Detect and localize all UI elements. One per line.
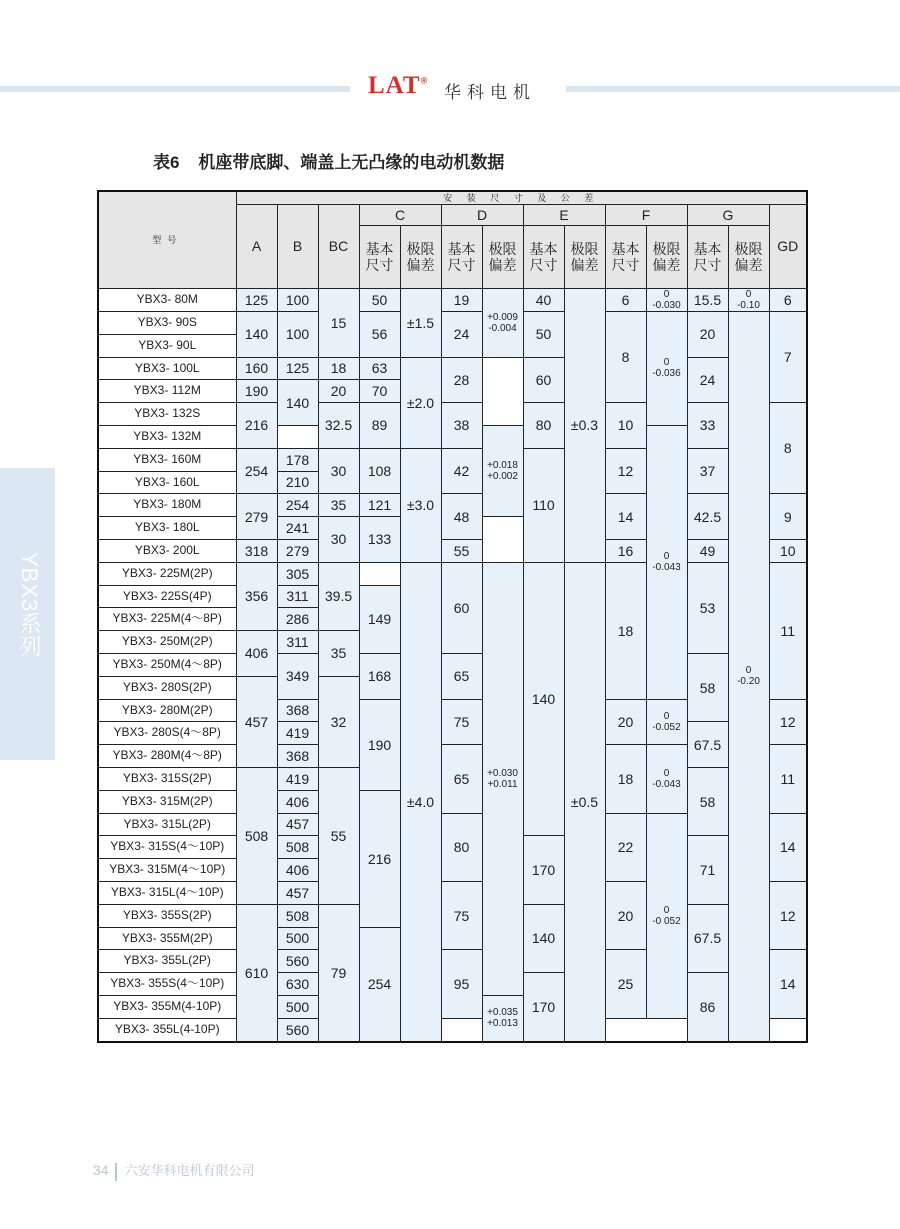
value-cell-a: 254 xyxy=(236,448,277,494)
header-rule-left xyxy=(0,86,350,92)
header-GD: GD xyxy=(769,205,807,289)
value-cell-e: 170 xyxy=(523,836,564,904)
value-cell-d: 24 xyxy=(441,312,482,358)
header-F-tol: 极限偏差 xyxy=(646,226,687,289)
value-cell-e: 40 xyxy=(523,289,564,312)
model-cell: YBX3- 132M xyxy=(98,425,236,448)
tolerance-lower: -0 052 xyxy=(652,915,681,927)
value-cell-c: 149 xyxy=(359,585,400,653)
value-cell-g: 24 xyxy=(687,357,728,403)
value-cell-g: 67.5 xyxy=(687,904,728,972)
tolerance-upper: +0.035 xyxy=(487,1007,518,1019)
header-D-basic: 基本尺寸 xyxy=(441,226,482,289)
value-cell-d: 38 xyxy=(441,403,482,449)
value-cell-d: 65 xyxy=(441,745,482,813)
value-cell-c: 89 xyxy=(359,403,400,449)
tolerance-cell xyxy=(482,995,523,1041)
value-cell-c: 133 xyxy=(359,517,400,563)
value-cell-f: 16 xyxy=(605,539,646,562)
model-header: 型号 xyxy=(98,191,236,289)
value-cell-b: 508 xyxy=(277,904,318,927)
blank-cell xyxy=(277,425,318,448)
model-cell: YBX3- 355M(2P) xyxy=(98,927,236,950)
value-cell-gd: 8 xyxy=(769,403,807,494)
blank-cell xyxy=(482,517,523,563)
value-cell-f: 18 xyxy=(605,745,646,813)
value-cell-d: 75 xyxy=(441,881,482,949)
value-cell-b: 406 xyxy=(277,859,318,882)
model-cell: YBX3- 280S(4～8P) xyxy=(98,722,236,745)
value-cell-bc: 20 xyxy=(318,380,359,403)
tolerance-lower: +0.002 xyxy=(487,471,518,483)
value-cell-g: 53 xyxy=(687,562,728,653)
model-cell: YBX3- 180M xyxy=(98,494,236,517)
value-cell-f: 18 xyxy=(605,562,646,699)
value-cell-bc: 15 xyxy=(318,289,359,358)
value-cell-g: 86 xyxy=(687,973,728,1042)
value-cell-gd: 14 xyxy=(769,950,807,1018)
value-cell-d: 80 xyxy=(441,813,482,881)
footer xyxy=(93,1160,255,1181)
value-cell-b: 368 xyxy=(277,745,318,768)
model-cell: YBX3- 315S(4～10P) xyxy=(98,836,236,859)
tolerance-cell xyxy=(646,289,687,312)
tolerance-upper: +0.018 xyxy=(487,460,518,472)
value-cell-ct: ±4.0 xyxy=(400,562,441,1041)
value-cell-b: 305 xyxy=(277,562,318,585)
model-cell: YBX3- 355S(4～10P) xyxy=(98,973,236,996)
value-cell-b: 560 xyxy=(277,950,318,973)
value-cell-gd: 10 xyxy=(769,539,807,562)
value-cell-bc: 30 xyxy=(318,448,359,494)
value-cell-e: 140 xyxy=(523,904,564,972)
value-cell-d: 28 xyxy=(441,357,482,403)
tolerance-upper: +0.030 xyxy=(487,767,518,779)
value-cell-et: ±0.3 xyxy=(564,289,605,563)
tolerance-cell xyxy=(482,289,523,358)
model-cell: YBX3- 355S(2P) xyxy=(98,904,236,927)
group-header: 安 装 尺 寸 及 公 差 xyxy=(236,191,807,205)
tolerance-lower: +0.013 xyxy=(487,1018,518,1030)
header-C-basic: 基本尺寸 xyxy=(359,226,400,289)
value-cell-e: 140 xyxy=(523,562,564,836)
table-row xyxy=(98,653,807,676)
value-cell-g: 15.5 xyxy=(687,289,728,312)
value-cell-b: 178 xyxy=(277,448,318,471)
value-cell-b: 560 xyxy=(277,1018,318,1041)
tolerance-cell xyxy=(482,562,523,995)
table-row xyxy=(98,312,807,335)
value-cell-g: 71 xyxy=(687,836,728,904)
header-E-tol: 极限偏差 xyxy=(564,226,605,289)
value-cell-b: 286 xyxy=(277,608,318,631)
value-cell-gd: 6 xyxy=(769,289,807,312)
table-row xyxy=(98,448,807,471)
model-cell: YBX3- 100L xyxy=(98,357,236,380)
model-cell: YBX3- 355M(4-10P) xyxy=(98,995,236,1018)
side-series-label: YBX3系列 xyxy=(17,552,42,659)
value-cell-b: 140 xyxy=(277,380,318,426)
motor-data-table xyxy=(97,190,808,1043)
value-cell-b: 500 xyxy=(277,995,318,1018)
page-number: 34 xyxy=(93,1162,109,1178)
tolerance-upper: 0 xyxy=(663,551,670,563)
value-cell-a: 190 xyxy=(236,380,277,403)
header-E: E xyxy=(523,205,605,226)
value-cell-d: 95 xyxy=(441,950,482,1018)
tolerance-upper: 0 xyxy=(745,665,752,677)
header-G: G xyxy=(687,205,769,226)
footer-company: 六安华科电机有限公司 xyxy=(124,1163,255,1178)
value-cell-bc: 55 xyxy=(318,767,359,904)
value-cell-b: 100 xyxy=(277,312,318,358)
model-cell: YBX3- 132S xyxy=(98,403,236,426)
value-cell-bc: 32.5 xyxy=(318,403,359,449)
model-cell: YBX3- 225M(2P) xyxy=(98,562,236,585)
tolerance-cell xyxy=(646,745,687,813)
value-cell-c: 108 xyxy=(359,448,400,494)
value-cell-c: 70 xyxy=(359,380,400,403)
tolerance-upper: 0 xyxy=(663,289,670,300)
value-cell-f: 20 xyxy=(605,881,646,949)
tolerance-cell xyxy=(646,425,687,699)
value-cell-b: 457 xyxy=(277,813,318,836)
blank-cell xyxy=(359,562,400,585)
value-cell-b: 241 xyxy=(277,517,318,540)
model-cell: YBX3- 315M(2P) xyxy=(98,790,236,813)
value-cell-a: 279 xyxy=(236,494,277,540)
value-cell-c: 216 xyxy=(359,790,400,927)
header-company-name: 华科电机 xyxy=(444,83,536,102)
value-cell-bc: 32 xyxy=(318,676,359,767)
value-cell-gd: 7 xyxy=(769,312,807,403)
value-cell-a: 125 xyxy=(236,289,277,312)
value-cell-b: 349 xyxy=(277,653,318,699)
value-cell-b: 406 xyxy=(277,790,318,813)
value-cell-b: 279 xyxy=(277,539,318,562)
tolerance-upper: 0 xyxy=(663,904,670,916)
value-cell-ct: ±2.0 xyxy=(400,357,441,448)
value-cell-d: 19 xyxy=(441,289,482,312)
value-cell-f: 14 xyxy=(605,494,646,540)
value-cell-b: 630 xyxy=(277,973,318,996)
value-cell-c: 121 xyxy=(359,494,400,517)
tolerance-lower: -0.043 xyxy=(652,562,681,574)
value-cell-b: 457 xyxy=(277,881,318,904)
value-cell-ct: ±1.5 xyxy=(400,289,441,358)
tolerance-cell xyxy=(728,312,769,1042)
model-cell: YBX3- 280M(2P) xyxy=(98,699,236,722)
value-cell-c: 50 xyxy=(359,289,400,312)
table-title: 表6 机座带底脚、端盖上无凸缘的电动机数据 xyxy=(153,153,505,172)
value-cell-e: 110 xyxy=(523,448,564,562)
table-row xyxy=(98,403,807,426)
value-cell-d: 42 xyxy=(441,448,482,494)
tolerance-upper: +0.009 xyxy=(487,311,518,323)
value-cell-b: 311 xyxy=(277,585,318,608)
value-cell-g: 58 xyxy=(687,653,728,721)
model-cell: YBX3- 315L(4～10P) xyxy=(98,881,236,904)
value-cell-gd: 14 xyxy=(769,813,807,881)
value-cell-f: 10 xyxy=(605,403,646,449)
value-cell-f: 22 xyxy=(605,813,646,881)
value-cell-b: 311 xyxy=(277,631,318,654)
model-cell: YBX3- 280S(2P) xyxy=(98,676,236,699)
model-cell: YBX3- 80M xyxy=(98,289,236,312)
model-cell: YBX3- 225M(4～8P) xyxy=(98,608,236,631)
value-cell-e: 80 xyxy=(523,403,564,449)
tolerance-lower: -0.10 xyxy=(737,300,760,311)
value-cell-e: 60 xyxy=(523,357,564,403)
footer-divider xyxy=(115,1163,117,1181)
value-cell-b: 508 xyxy=(277,836,318,859)
header-C-tol: 极限偏差 xyxy=(400,226,441,289)
value-cell-c: 254 xyxy=(359,927,400,1041)
value-cell-d: 55 xyxy=(441,539,482,562)
value-cell-a: 457 xyxy=(236,676,277,767)
header-A: A xyxy=(236,205,277,289)
tolerance-cell xyxy=(646,312,687,426)
value-cell-a: 160 xyxy=(236,357,277,380)
brand-logo: LAT® xyxy=(368,72,429,99)
value-cell-a: 610 xyxy=(236,904,277,1041)
model-cell: YBX3- 225S(4P) xyxy=(98,585,236,608)
value-cell-bc: 30 xyxy=(318,517,359,563)
value-cell-b: 500 xyxy=(277,927,318,950)
value-cell-g: 67.5 xyxy=(687,722,728,768)
model-cell: YBX3- 280M(4～8P) xyxy=(98,745,236,768)
model-cell: YBX3- 90L xyxy=(98,334,236,357)
tolerance-upper: 0 xyxy=(663,767,670,779)
value-cell-et: ±0.5 xyxy=(564,562,605,1041)
tolerance-lower: +0.011 xyxy=(487,778,518,790)
tolerance-lower: -0.20 xyxy=(737,676,760,688)
value-cell-ct: ±3.0 xyxy=(400,448,441,562)
value-cell-e: 170 xyxy=(523,973,564,1042)
value-cell-f: 12 xyxy=(605,448,646,494)
table-row xyxy=(98,289,807,312)
value-cell-d: 60 xyxy=(441,562,482,653)
value-cell-bc: 35 xyxy=(318,494,359,517)
model-cell: YBX3- 90S xyxy=(98,312,236,335)
value-cell-c: 63 xyxy=(359,357,400,380)
value-cell-gd: 9 xyxy=(769,494,807,540)
value-cell-g: 49 xyxy=(687,539,728,562)
tolerance-upper: 0 xyxy=(745,289,752,300)
value-cell-a: 406 xyxy=(236,631,277,677)
tolerance-cell xyxy=(482,425,523,516)
value-cell-bc: 79 xyxy=(318,904,359,1041)
value-cell-gd: 11 xyxy=(769,562,807,699)
model-cell: YBX3- 200L xyxy=(98,539,236,562)
model-cell: YBX3- 250M(4～8P) xyxy=(98,653,236,676)
header-F: F xyxy=(605,205,687,226)
value-cell-f: 25 xyxy=(605,950,646,1018)
value-cell-b: 254 xyxy=(277,494,318,517)
header-F-basic: 基本尺寸 xyxy=(605,226,646,289)
model-cell: YBX3- 180L xyxy=(98,517,236,540)
value-cell-g: 37 xyxy=(687,448,728,494)
table-row xyxy=(98,562,807,585)
value-cell-bc: 18 xyxy=(318,357,359,380)
value-cell-b: 210 xyxy=(277,471,318,494)
tolerance-lower: -0.036 xyxy=(652,368,681,380)
value-cell-bc: 39.5 xyxy=(318,562,359,630)
value-cell-b: 419 xyxy=(277,722,318,745)
header-C: C xyxy=(359,205,441,226)
model-cell: YBX3- 315L(2P) xyxy=(98,813,236,836)
value-cell-a: 140 xyxy=(236,312,277,358)
value-cell-c: 190 xyxy=(359,699,400,790)
model-cell: YBX3- 355L(4-10P) xyxy=(98,1018,236,1041)
table-row xyxy=(98,494,807,517)
tolerance-lower: -0.052 xyxy=(652,721,681,733)
header-rule-right xyxy=(566,86,900,92)
value-cell-d: 65 xyxy=(441,653,482,699)
value-cell-a: 216 xyxy=(236,403,277,449)
header-G-tol: 极限偏差 xyxy=(728,226,769,289)
value-cell-c: 56 xyxy=(359,312,400,358)
value-cell-g: 33 xyxy=(687,403,728,449)
header-BC: BC xyxy=(318,205,359,289)
value-cell-gd: 11 xyxy=(769,745,807,813)
value-cell-b: 125 xyxy=(277,357,318,380)
value-cell-g: 20 xyxy=(687,312,728,358)
header-D-tol: 极限偏差 xyxy=(482,226,523,289)
model-cell: YBX3- 355L(2P) xyxy=(98,950,236,973)
header-G-basic: 基本尺寸 xyxy=(687,226,728,289)
value-cell-a: 356 xyxy=(236,562,277,630)
value-cell-a: 318 xyxy=(236,539,277,562)
value-cell-c: 168 xyxy=(359,653,400,699)
model-cell: YBX3- 160M xyxy=(98,448,236,471)
table-row xyxy=(98,539,807,562)
tolerance-cell xyxy=(728,289,769,312)
value-cell-f: 20 xyxy=(605,699,646,745)
header-D: D xyxy=(441,205,523,226)
value-cell-b: 100 xyxy=(277,289,318,312)
value-cell-bc: 35 xyxy=(318,631,359,677)
value-cell-e: 50 xyxy=(523,312,564,358)
value-cell-b: 419 xyxy=(277,767,318,790)
blank-cell xyxy=(482,357,523,425)
tolerance-upper: 0 xyxy=(663,357,670,369)
tolerance-lower: -0.043 xyxy=(652,778,681,790)
model-cell: YBX3- 315S(2P) xyxy=(98,767,236,790)
value-cell-b: 368 xyxy=(277,699,318,722)
tolerance-cell xyxy=(646,699,687,745)
value-cell-d: 48 xyxy=(441,494,482,540)
model-cell: YBX3- 160L xyxy=(98,471,236,494)
tolerance-lower: -0.004 xyxy=(488,322,517,334)
model-cell: YBX3- 250M(2P) xyxy=(98,631,236,654)
tolerance-lower: -0.030 xyxy=(652,300,681,311)
model-cell: YBX3- 315M(4～10P) xyxy=(98,859,236,882)
value-cell-f: 6 xyxy=(605,289,646,312)
header-B: B xyxy=(277,205,318,289)
model-cell: YBX3- 112M xyxy=(98,380,236,403)
value-cell-d: 75 xyxy=(441,699,482,745)
value-cell-gd: 12 xyxy=(769,699,807,745)
value-cell-g: 58 xyxy=(687,767,728,835)
tolerance-upper: 0 xyxy=(663,710,670,722)
value-cell-gd: 12 xyxy=(769,881,807,949)
tolerance-cell xyxy=(646,813,687,1018)
table-row xyxy=(98,357,807,380)
header-E-basic: 基本尺寸 xyxy=(523,226,564,289)
value-cell-a: 508 xyxy=(236,767,277,904)
value-cell-f: 8 xyxy=(605,312,646,403)
value-cell-g: 42.5 xyxy=(687,494,728,540)
